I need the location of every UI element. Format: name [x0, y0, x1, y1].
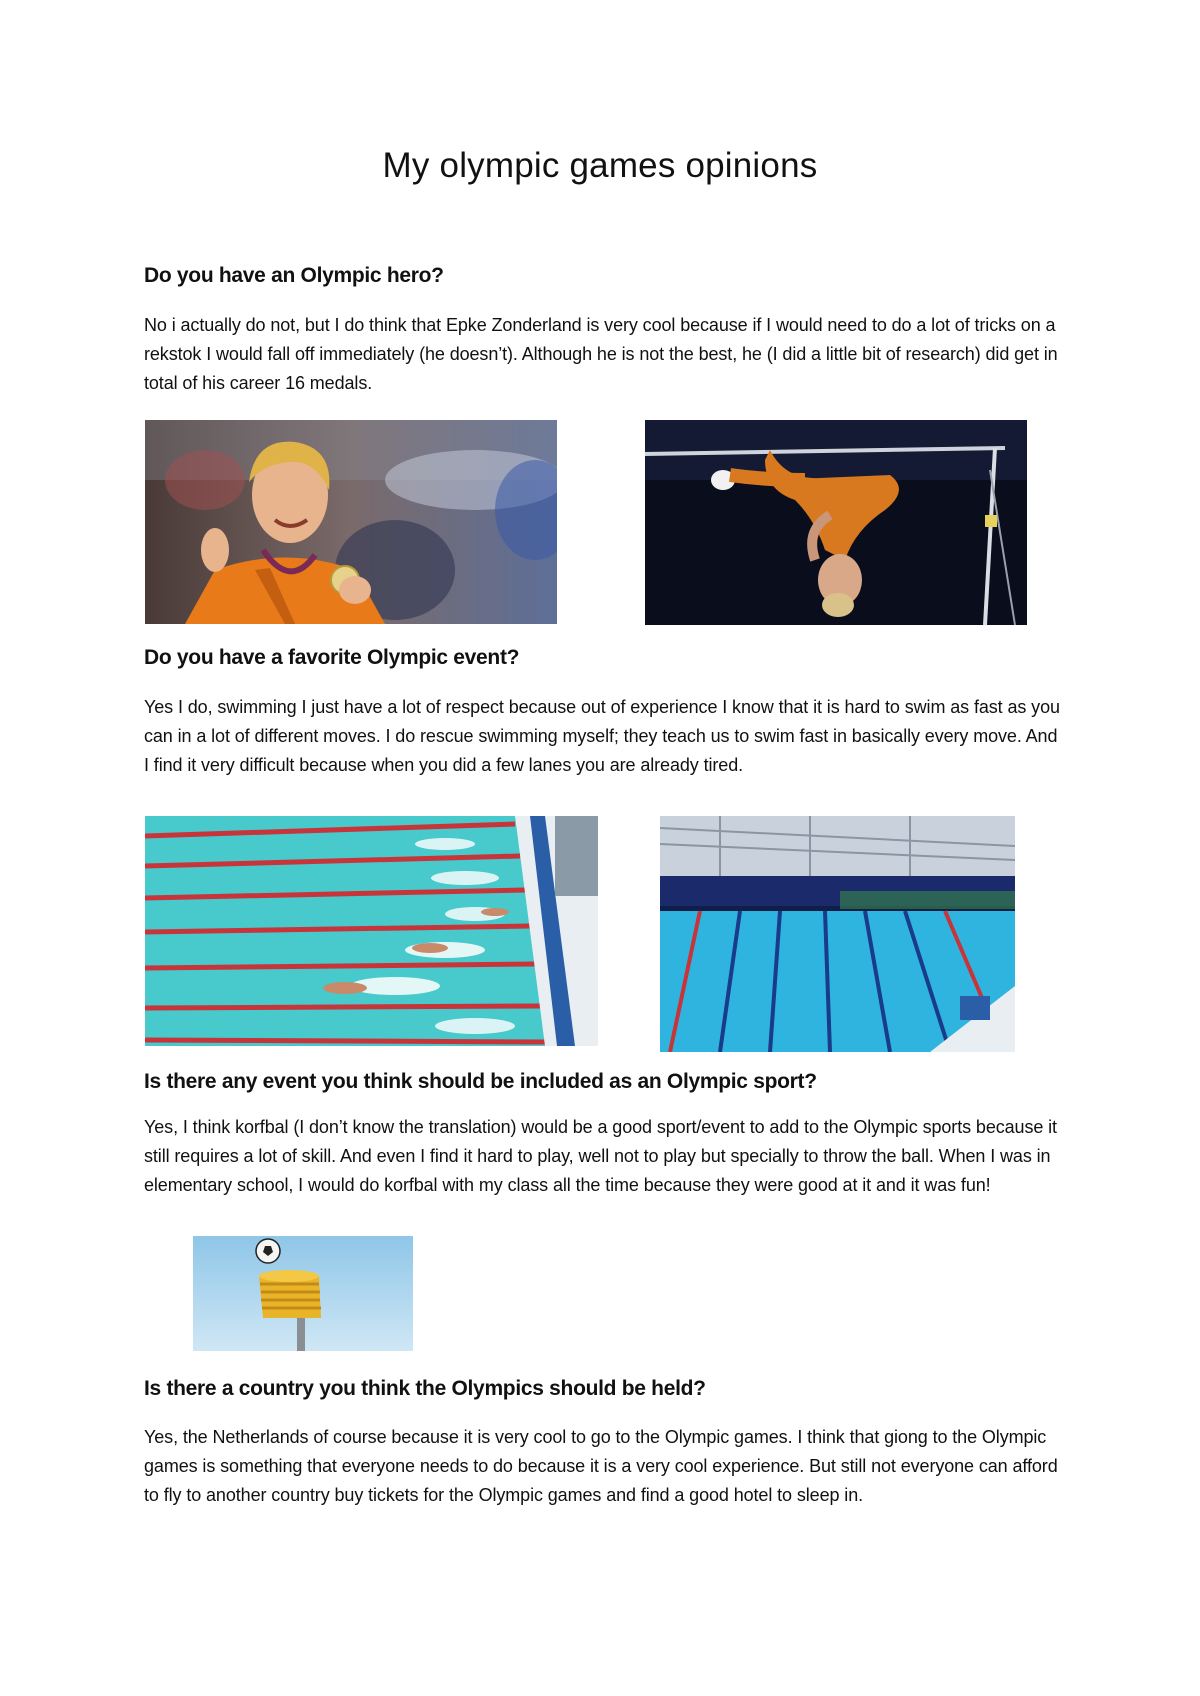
section-heading-hero: Do you have an Olympic hero? [144, 264, 444, 287]
section-paragraph-hero: No i actually do not, but I do think that Epke Zonderland is very cool because if I would need to do a lot of tricks on a rekstok I would fall off immediately (he doesn’t). Although he is not the best, he (I did a little bit of research) did get in total of his career 16 medals. [144, 315, 1058, 393]
photo-epke-medal [145, 420, 557, 624]
photo-swimming-pool [660, 816, 1015, 1052]
section-heading-event: Do you have a favorite Olympic event? [144, 646, 520, 669]
section-heading-new-sport: Is there any event you think should be included as an Olympic sport? [144, 1070, 817, 1093]
section-paragraph-host-country: Yes, the Netherlands of course because it is very cool to go to the Olympic games. I think that giong to the Olympic games is something that everyone needs to do because it is a very cool experience. But still not everyone can afford to fly to another country buy tickets for the Olympic games and find a good hotel to sleep in. [144, 1427, 1058, 1505]
photo-korfbal-basket [193, 1236, 413, 1351]
section-heading-host-country: Is there a country you think the Olympics should be held? [144, 1377, 706, 1400]
photo-epke-high-bar [645, 420, 1027, 625]
section-paragraph-new-sport: Yes, I think korfbal (I don’t know the translation) would be a good sport/event to add to the Olympic sports because it still requires a lot of skill. And even I find it hard to play, well not to play but specially to throw the ball. When I was in elementary school, I would do korfbal with my class all the time because they were good at it and it was fun! [144, 1117, 1057, 1195]
photo-swimmers-race [145, 816, 598, 1046]
section-paragraph-event: Yes I do, swimming I just have a lot of respect because out of experience I know that it is hard to swim as fast as you can in a lot of different moves. I do rescue swimming myself; they teach us to swim fast in basically every move. And I find it very difficult because when you did a few lanes you are already tired. [144, 697, 1060, 775]
page-title: My olympic games opinions [382, 146, 818, 185]
